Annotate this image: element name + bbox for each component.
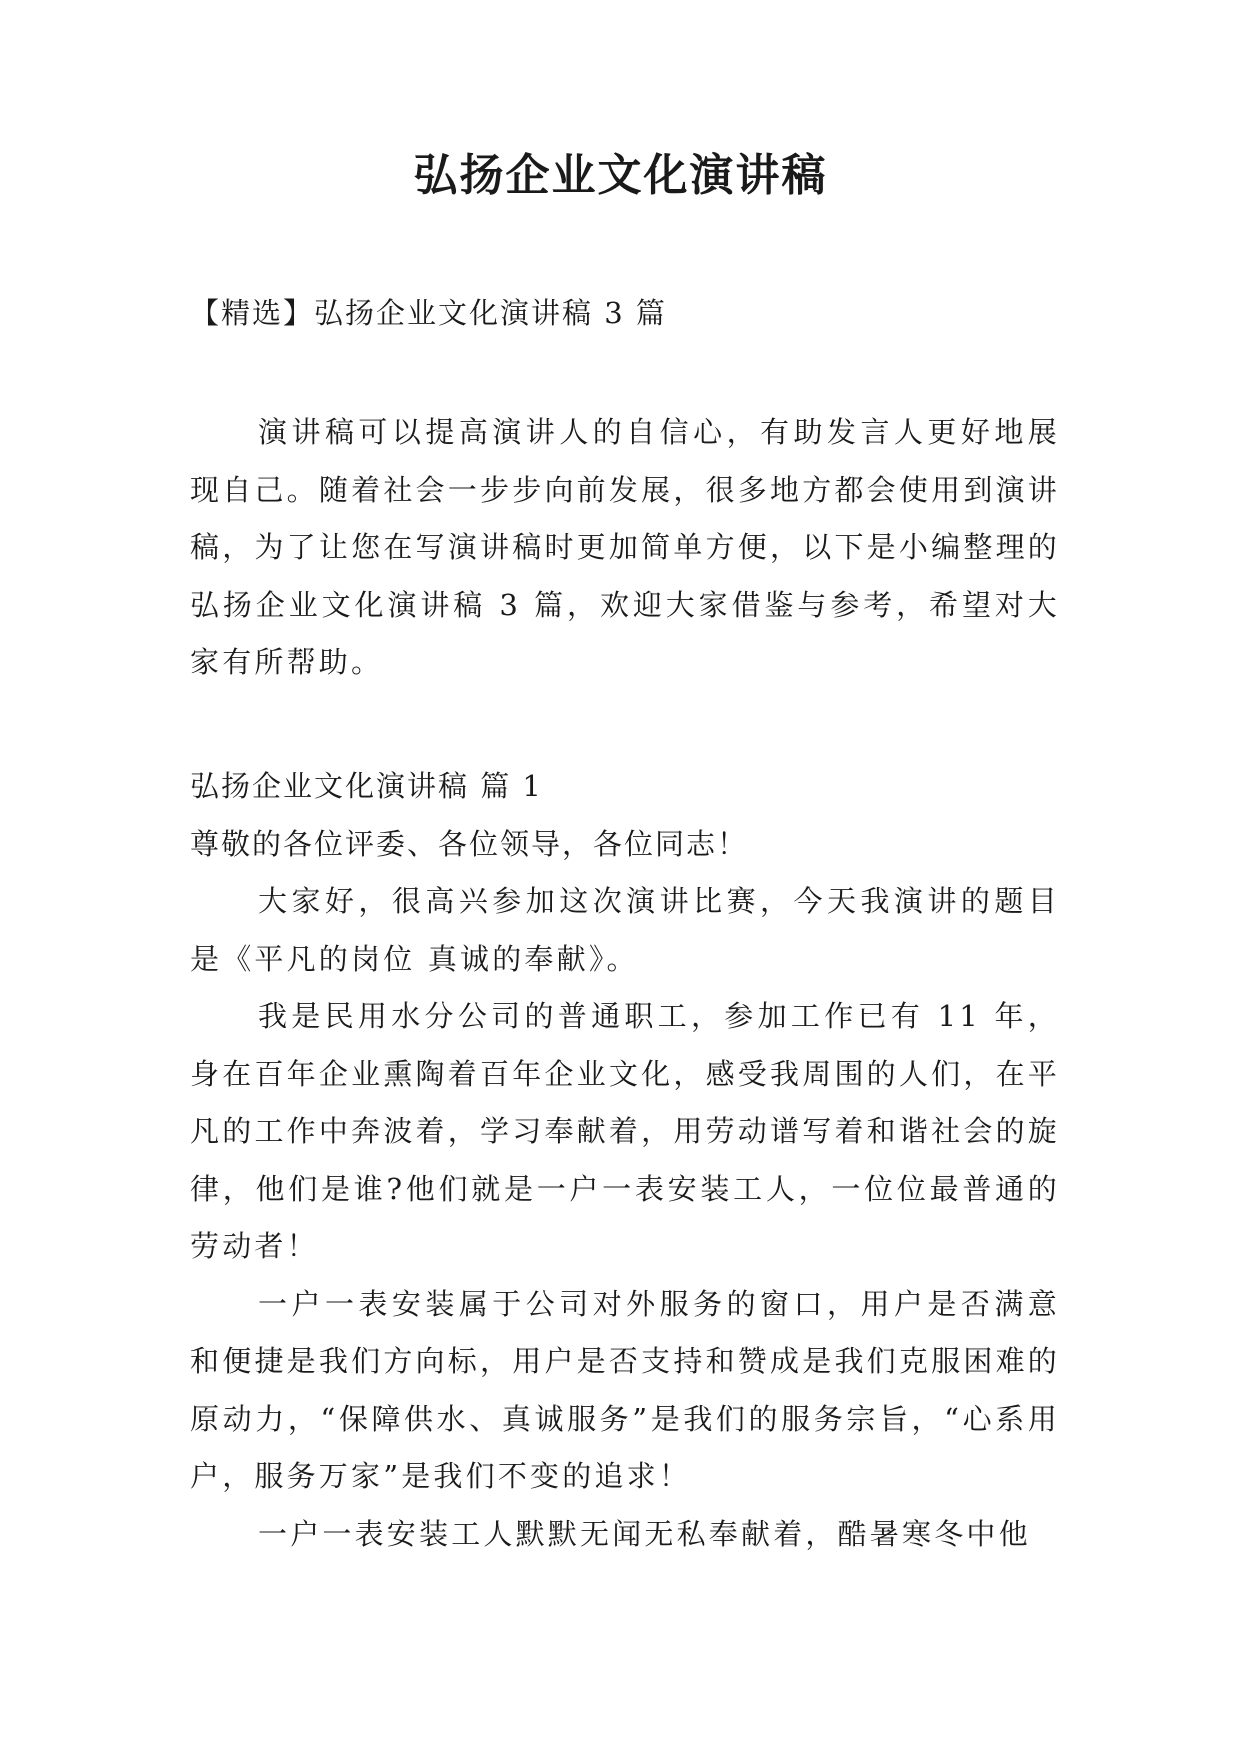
body-paragraph: 我是民用水分公司的普通职工，参加工作已有 11 年，身在百年企业熏陶着百年企业文化，感受我周围的人们，在平凡的工作中奔波着，学习奉献着，用劳动谱写着和谐社会的旋律，他们是谁?他们就是一户一表安装工人，一位位最普通的劳动者！: [190, 999, 1060, 1263]
body-paragraph: 一户一表安装工人默默无闻无私奉献着，酷暑寒冬中他: [258, 1516, 1031, 1551]
body-paragraph: 大家好，很高兴参加这次演讲比赛，今天我演讲的题目是《平凡的岗位 真诚的奉献》。: [190, 884, 1060, 976]
document-subtitle: 【精选】弘扬企业文化演讲稿 3 篇: [190, 296, 667, 330]
section-heading: 弘扬企业文化演讲稿 篇 1: [190, 769, 543, 803]
section-1: [190, 758, 1060, 1563]
intro-paragraph: 演讲稿可以提高演讲人的自信心，有助发言人更好地展现自己。随着社会一步步向前发展，很多地方都会使用到演讲稿，为了让您在写演讲稿时更加简单方便，以下是小编整理的弘扬企业文化演讲稿 3 篇，欢迎大家借鉴与参考，希望对大家有所帮助。: [190, 415, 1060, 679]
document-title: 弘扬企业文化演讲稿: [413, 150, 828, 201]
body-paragraph: 一户一表安装属于公司对外服务的窗口，用户是否满意和便捷是我们方向标，用户是否支持和赞成是我们克服困难的原动力，“保障供水、真诚服务”是我们的服务宗旨，“心系用户，服务万家”是我们不变的追求！: [190, 1286, 1060, 1493]
salutation: 尊敬的各位评委、各位领导，各位同志！: [190, 826, 749, 861]
